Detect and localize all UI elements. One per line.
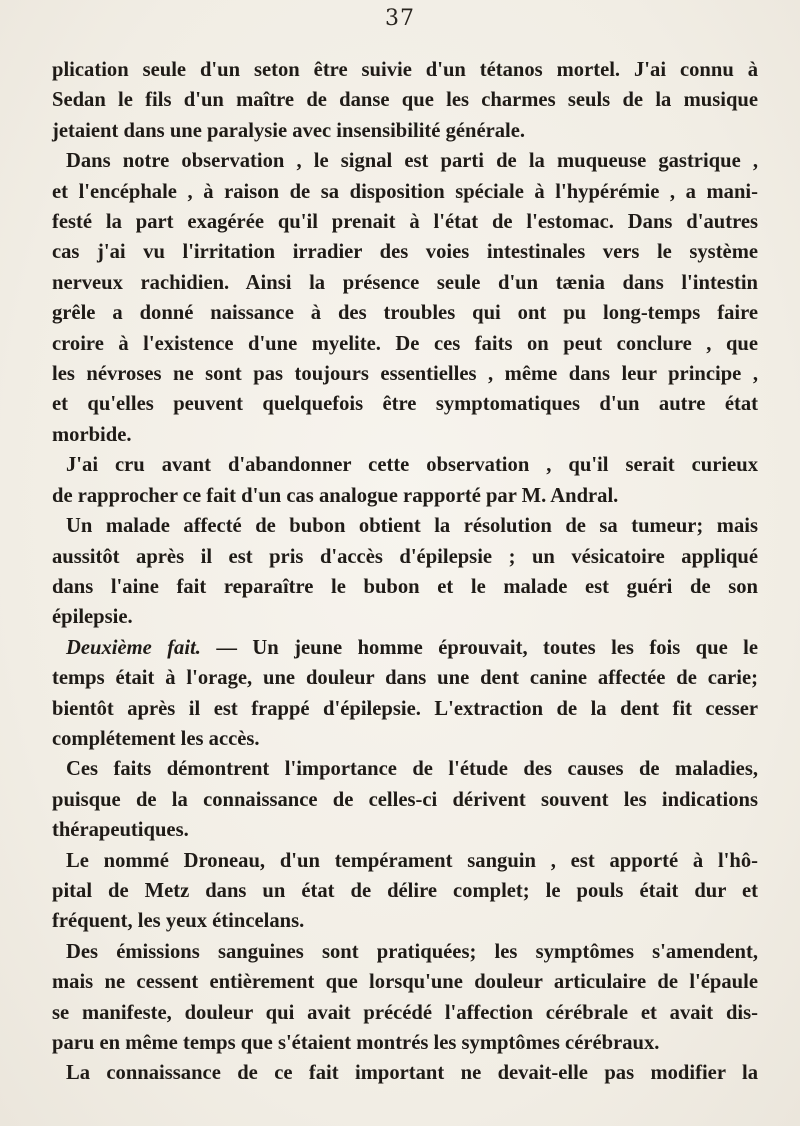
- text-line-content: Ces faits démontrent l'importance de l'étude des causes de maladies,: [66, 758, 758, 781]
- text-line-content: pital de Metz dans un état de délire complet; le pouls était dur et: [52, 879, 758, 902]
- text-line-content: Le nommé Droneau, d'un tempérament sanguin , est apporté à l'hô-: [66, 849, 758, 872]
- body-text: [52, 55, 758, 1089]
- text-line-content: Sedan le fils d'un maître de danse que les charmes seuls de la musique: [52, 89, 758, 112]
- text-line-content: Dans notre observation , le signal est parti de la muqueuse gastrique ,: [66, 150, 758, 173]
- text-line: [52, 207, 758, 237]
- text-line: [52, 268, 758, 298]
- text-line: [52, 85, 758, 115]
- text-line: [52, 906, 758, 936]
- text-line-content: cas j'ai vu l'irritation irradier des voies intestinales vers le système: [52, 241, 758, 264]
- text-line: [52, 329, 758, 359]
- text-line-content: fréquent, les yeux étincelans.: [52, 910, 305, 933]
- text-line: [52, 389, 758, 419]
- text-line: [52, 754, 758, 784]
- text-line: [52, 937, 758, 967]
- text-line: [52, 55, 758, 85]
- text-line: [52, 846, 758, 876]
- text-line: [52, 815, 758, 845]
- text-line-content: jetaient dans une paralysie avec insensibilité générale.: [52, 119, 526, 142]
- text-line-content: épilepsie.: [52, 606, 133, 629]
- text-line-content: croire à l'existence d'une myelite. De ces faits on peut conclure , que: [52, 332, 758, 355]
- text-line-content: et qu'elles peuvent quelquefois être symptomatiques d'un autre état: [52, 393, 758, 416]
- text-line-content: nerveux rachidien. Ainsi la présence seule d'un tænia dans l'intestin: [52, 271, 758, 294]
- text-line-content: bientôt après il est frappé d'épilepsie. L'extraction de la dent fit cesser: [52, 697, 758, 720]
- text-line-content: thérapeutiques.: [52, 819, 189, 842]
- text-line: [52, 450, 758, 480]
- text-line: [52, 359, 758, 389]
- text-line: [52, 876, 758, 906]
- text-line: [52, 1058, 758, 1088]
- text-line-content: complétement les accès.: [52, 727, 260, 750]
- text-line: [52, 998, 758, 1028]
- text-line: [52, 663, 758, 693]
- text-line: [52, 633, 758, 663]
- text-line-content: aussitôt après il est pris d'accès d'épilepsie ; un vésicatoire appliqué: [52, 545, 758, 568]
- text-line-content: dans l'aine fait reparaître le bubon et le malade est guéri de son: [52, 575, 758, 598]
- text-line-content: La connaissance de ce fait important ne devait-elle pas modifier la: [66, 1062, 758, 1085]
- text-line: [52, 785, 758, 815]
- text-line: [52, 724, 758, 754]
- text-line: [52, 116, 758, 146]
- page-number: 37: [385, 6, 415, 31]
- italic-heading: Deuxième fait.: [66, 636, 201, 659]
- text-line: [52, 420, 758, 450]
- text-line-content: J'ai cru avant d'abandonner cette observation , qu'il serait curieux: [66, 454, 758, 477]
- text-line-content: morbide.: [52, 423, 132, 446]
- text-line-content: de rapprocher ce fait d'un cas analogue rapporté par M. Andral.: [52, 484, 619, 507]
- text-line: [52, 1028, 758, 1058]
- text-line-content: paru en même temps que s'étaient montrés les symptômes cérébraux.: [52, 1032, 660, 1054]
- text-line: [52, 694, 758, 724]
- text-line-content: temps était à l'orage, une douleur dans une dent canine affectée de carie;: [52, 667, 758, 690]
- text-line: [52, 967, 758, 997]
- text-line: [52, 177, 758, 207]
- text-line-content: puisque de la connaissance de celles-ci dérivent souvent les indications: [52, 788, 758, 811]
- text-line-content: grêle a donné naissance à des troubles qui ont pu long-temps faire: [52, 302, 758, 325]
- text-line-content: — Un jeune homme éprouvait, toutes les fois que le: [200, 636, 758, 659]
- text-line-content: festé la part exagérée qu'il prenait à l'état de l'estomac. Dans d'autres: [52, 211, 758, 234]
- text-line-content: mais ne cessent entièrement que lorsqu'une douleur articulaire de l'épaule: [52, 971, 758, 994]
- text-line-content: plication seule d'un seton être suivie d'un tétanos mortel. J'ai connu à: [52, 59, 758, 81]
- text-line-content: et l'encéphale , à raison de sa disposition spéciale à l'hypérémie , a mani-: [52, 180, 758, 203]
- text-line: [52, 146, 758, 176]
- text-line: [52, 572, 758, 602]
- text-line: [52, 511, 758, 541]
- text-line-content: Un malade affecté de bubon obtient la résolution de sa tumeur; mais: [66, 515, 758, 538]
- text-line-content: se manifeste, douleur qui avait précédé l'affection cérébrale et avait dis-: [52, 1001, 758, 1024]
- text-line-content: les névroses ne sont pas toujours essentielles , même dans leur principe ,: [52, 363, 758, 386]
- text-line: [52, 237, 758, 267]
- text-line: [52, 298, 758, 328]
- text-line: [52, 542, 758, 572]
- text-line: [52, 602, 758, 632]
- text-line: [52, 481, 758, 511]
- text-line-content: Des émissions sanguines sont pratiquées; les symptômes s'amendent,: [66, 940, 758, 963]
